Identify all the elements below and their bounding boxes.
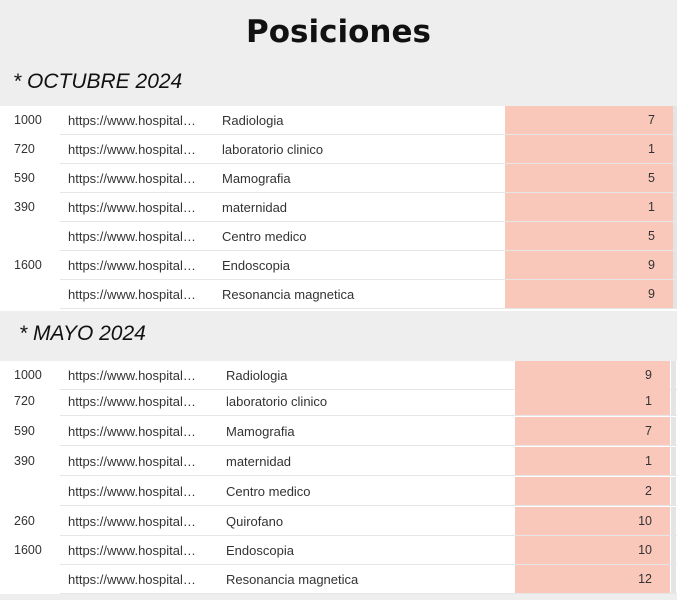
position-cell: 5 — [505, 222, 673, 251]
section-heading-october: * OCTUBRE 2024 — [13, 70, 183, 93]
category-cell: maternidad — [222, 200, 288, 215]
row-edge — [673, 251, 677, 280]
position-cell: 9 — [505, 280, 673, 309]
category-cell: Resonancia magnetica — [222, 287, 355, 302]
row-edge — [673, 106, 677, 135]
category-cell: Mamografia — [222, 171, 291, 186]
search-volume-cell: 390 — [14, 454, 35, 468]
position-cell: 9 — [505, 251, 673, 280]
category-cell: Mamografia — [226, 424, 295, 439]
category-cell: maternidad — [226, 454, 292, 469]
url-link[interactable]: https://www.hospital… — [68, 287, 196, 302]
row-edge — [671, 507, 676, 536]
table-row — [0, 222, 677, 251]
table-row — [0, 280, 677, 309]
row-edge — [671, 387, 676, 416]
table-row — [0, 417, 677, 446]
section-heading-may: * MAYO 2024 — [19, 322, 146, 345]
position-cell: 9 — [515, 361, 670, 390]
row-divider — [60, 308, 677, 309]
row-edge — [673, 280, 677, 309]
url-link[interactable]: https://www.hospital… — [68, 424, 196, 439]
position-cell: 2 — [515, 477, 670, 506]
table-row — [0, 164, 677, 193]
table-row — [0, 106, 677, 135]
url-link[interactable]: https://www.hospital… — [68, 113, 196, 128]
search-volume-cell: 720 — [14, 394, 35, 408]
row-divider — [60, 445, 677, 446]
position-cell: 10 — [515, 507, 670, 536]
url-link[interactable]: https://www.hospital… — [68, 514, 196, 529]
row-divider — [60, 593, 677, 594]
url-link[interactable]: https://www.hospital… — [68, 368, 196, 383]
position-cell: 1 — [515, 447, 670, 476]
category-cell: Radiologia — [226, 368, 288, 383]
table-row — [0, 536, 677, 565]
category-cell: laboratorio clinico — [222, 142, 324, 157]
position-cell: 1 — [515, 387, 670, 416]
url-link[interactable]: https://www.hospital… — [68, 200, 196, 215]
category-cell: Endoscopia — [222, 258, 290, 273]
url-link[interactable]: https://www.hospital… — [68, 258, 196, 273]
row-edge — [673, 193, 677, 222]
row-edge — [671, 477, 676, 506]
positions-table-may — [0, 361, 677, 594]
url-link[interactable]: https://www.hospital… — [68, 394, 196, 409]
category-cell: Endoscopia — [226, 543, 294, 558]
row-edge — [673, 222, 677, 251]
table-row — [0, 507, 677, 536]
table-row — [0, 447, 677, 476]
search-volume-cell: 1600 — [14, 543, 42, 557]
row-edge — [671, 417, 676, 446]
row-edge — [671, 447, 676, 476]
search-volume-cell: 1000 — [14, 368, 42, 382]
category-cell: laboratorio clinico — [226, 394, 328, 409]
table-row — [0, 135, 677, 164]
url-link[interactable]: https://www.hospital… — [68, 171, 196, 186]
position-cell: 1 — [505, 135, 673, 164]
category-cell: Radiologia — [222, 113, 284, 128]
search-volume-cell: 1000 — [14, 113, 42, 127]
row-edge — [671, 536, 676, 565]
table-row — [0, 361, 677, 390]
position-cell: 7 — [515, 417, 670, 446]
table-row — [0, 387, 677, 416]
row-edge — [673, 135, 677, 164]
url-link[interactable]: https://www.hospital… — [68, 484, 196, 499]
position-cell: 5 — [505, 164, 673, 193]
search-volume-cell: 260 — [14, 514, 35, 528]
search-volume-cell: 720 — [14, 142, 35, 156]
table-row — [0, 477, 677, 506]
page-title: Posiciones — [246, 14, 431, 50]
url-link[interactable]: https://www.hospital… — [68, 543, 196, 558]
row-edge — [673, 164, 677, 193]
position-cell: 10 — [515, 536, 670, 565]
row-edge — [671, 361, 676, 390]
search-volume-cell: 390 — [14, 200, 35, 214]
table-row — [0, 193, 677, 222]
row-edge — [671, 565, 676, 594]
search-volume-cell: 590 — [14, 424, 35, 438]
category-cell: Quirofano — [226, 514, 284, 529]
row-divider — [60, 475, 677, 476]
row-divider — [60, 415, 677, 416]
table-row — [0, 565, 677, 594]
search-volume-cell: 1600 — [14, 258, 42, 272]
position-cell: 7 — [505, 106, 673, 135]
table-row — [0, 251, 677, 280]
positions-table-october — [0, 106, 677, 311]
search-volume-cell: 590 — [14, 171, 35, 185]
category-cell: Resonancia magnetica — [226, 572, 359, 587]
url-link[interactable]: https://www.hospital… — [68, 229, 196, 244]
category-cell: Centro medico — [226, 484, 311, 499]
url-link[interactable]: https://www.hospital… — [68, 142, 196, 157]
category-cell: Centro medico — [222, 229, 307, 244]
row-divider — [60, 505, 677, 506]
position-cell: 1 — [505, 193, 673, 222]
position-cell: 12 — [515, 565, 670, 594]
url-link[interactable]: https://www.hospital… — [68, 454, 196, 469]
url-link[interactable]: https://www.hospital… — [68, 572, 196, 587]
